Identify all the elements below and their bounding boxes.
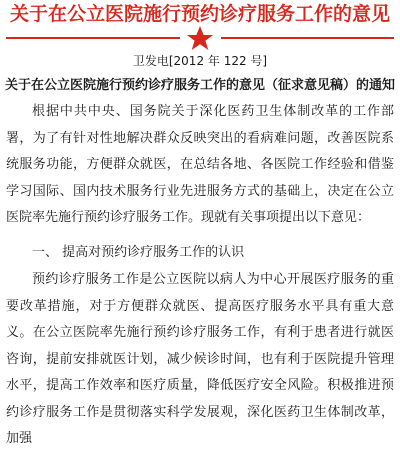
body-paragraph-1: 根据中共中央、国务院关于深化医药卫生体制改革的工作部署，为了有针对性地解决群众反映突出的看病难问题，改善医院系统服务功能，方便群众就医，在总结各地、各医院工作经验和借鉴学习国际、国内技术服务行业先进服务方式的基础上，决定在公立医院率先施行预约诊疗服务工作。现就有关事项提出以下意见： bbox=[6, 104, 394, 225]
notice-title: 关于在公立医院施行预约诊疗服务工作的意见（征求意见稿）的通知 bbox=[4, 78, 395, 93]
red-star-icon bbox=[184, 24, 216, 52]
body-paragraph-2: 预约诊疗服务工作是公立医院以病人为中心开展医疗服务的重要改革措施，对于方便群众就医、提高医疗服务水平具有重大意义。在公立医院率先施行预约诊疗服务工作，有利于患者进行就医咨询，提前安排就医计划，减少候诊时间，也有利于医院提升管理水平，提高工作效率和医疗质量，降低医疗安全风险。积极推进预约诊疗服务工作是贯彻落实科学发展观，深化医药卫生体制改革，加强 bbox=[6, 272, 394, 446]
document-header-title: 关于在公立医院施行预约诊疗服务工作的意见 bbox=[9, 3, 390, 25]
header-rule-right bbox=[221, 37, 394, 39]
section-heading-1: 一、 提高对预约诊疗服务工作的认识 bbox=[32, 245, 245, 260]
header-rule-left bbox=[6, 37, 180, 39]
star-shape bbox=[187, 26, 213, 50]
document-number: 卫发电[2012 年 122 号] bbox=[132, 54, 268, 68]
